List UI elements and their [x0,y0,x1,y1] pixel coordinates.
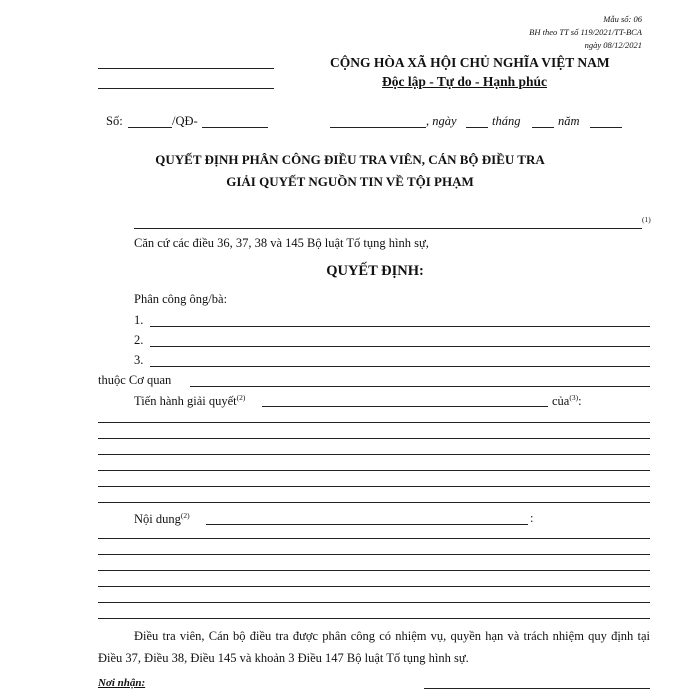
assignee-1-field[interactable] [150,326,650,327]
content-footnote-marker: (2) [180,511,190,520]
resolve-label-text: Tiến hành giải quyết [134,394,237,409]
assignee-3-number: 3. [134,353,144,367]
content-detail-line-6[interactable] [98,618,650,619]
so-number-field[interactable] [128,127,172,128]
content-label-text: Nội dung [134,512,181,527]
legal-basis: Căn cứ các điều 36, 37, 38 và 145 Bộ luật Tố tụng hình sự, [134,236,429,250]
issuing-agency-line-2[interactable] [98,88,274,89]
content-detail-line-5[interactable] [98,602,650,603]
of-colon: : [578,394,582,409]
decision-heading: QUYẾT ĐỊNH: [326,263,424,279]
assignee-1-number: 1. [134,313,144,327]
content-detail-line-1[interactable] [98,538,650,539]
footnote-2-marker: (2) [236,393,246,402]
ngay-label: , ngày [426,114,457,128]
resolve-detail-line-6[interactable] [98,502,650,503]
national-title: CỘNG HÒA XÃ HỘI CHỦ NGHĨA VIỆT NAM [330,55,610,70]
form-issued-by: BH theo TT số 119/2021/TT-BCA [529,27,642,37]
so-label: Số: [106,114,123,128]
agency-field[interactable] [190,386,650,387]
authority-field[interactable] [134,228,642,229]
content-detail-line-2[interactable] [98,554,650,555]
assignee-2-number: 2. [134,333,144,347]
footnote-3-marker: (3) [569,393,579,402]
resolve-detail-line-2[interactable] [98,438,650,439]
assignee-2-field[interactable] [150,346,650,347]
content-field[interactable] [206,524,528,525]
qd-label: /QĐ- [172,114,198,128]
assignee-3-field[interactable] [150,366,650,367]
of-label-text: của [552,394,570,409]
recipients-label: Nơi nhận: [98,677,146,689]
agency-label: thuộc Cơ quan [98,373,172,387]
document-title-line-1: QUYẾT ĐỊNH PHÂN CÔNG ĐIỀU TRA VIÊN, CÁN BỘ ĐIỀU TRA [155,152,545,167]
issuing-agency-line-1[interactable] [98,68,274,69]
form-issued-date: ngày 08/12/2021 [584,40,642,50]
footnote-1-marker: (1) [642,215,651,224]
content-detail-line-4[interactable] [98,586,650,587]
resolve-detail-line-3[interactable] [98,454,650,455]
content-label [134,511,190,527]
content-detail-line-3[interactable] [98,570,650,571]
national-motto: Độc lập - Tự do - Hạnh phúc [382,74,548,89]
assign-label: Phân công ông/bà: [134,292,228,306]
day-field[interactable] [466,127,488,128]
form-number: Mẫu số: 06 [603,14,642,24]
thang-label: tháng [492,114,521,128]
document-title-line-2: GIẢI QUYẾT NGUỒN TIN VỀ TỘI PHẠM [226,174,474,189]
of-label [552,393,582,409]
resolve-detail-line-5[interactable] [98,486,650,487]
resolve-label [134,393,245,409]
resolve-field[interactable] [262,406,548,407]
resolve-detail-line-1[interactable] [98,422,650,423]
resolve-detail-line-4[interactable] [98,470,650,471]
closing-paragraph: Điều tra viên, Cán bộ điều tra được phân công có nhiệm vụ, quyền hạn và trách nhiệm quy định tại Điều 37, Điều 38, Điều 145 và khoản 3 Điều 147 Bộ luật Tố tụng hình sự. [98,629,650,665]
year-field[interactable] [590,127,622,128]
content-colon: : [530,511,534,525]
place-field[interactable] [330,127,426,128]
nam-label: năm [558,114,580,128]
month-field[interactable] [532,127,554,128]
qd-suffix-field[interactable] [202,127,268,128]
signature-field[interactable] [424,688,650,689]
